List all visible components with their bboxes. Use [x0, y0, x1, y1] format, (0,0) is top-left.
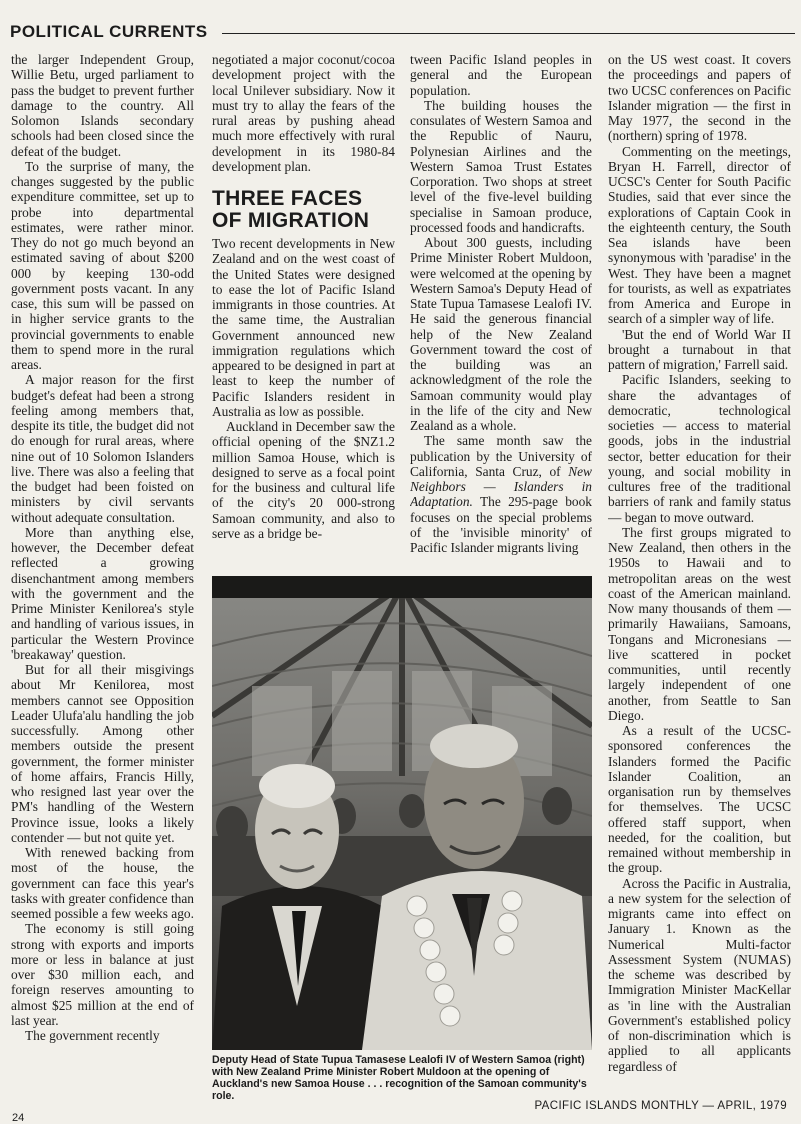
paragraph: Commenting on the meetings, Bryan H. Farrell, director of UCSC's Center for South Pacific Studies, said that ever since the explorations of Captain Cook in the eighteenth century, the South Sea islands have been synonymous with 'paradise' in the West. They have been a magnet for tourists, as well as expatriates from America and Europe in search of a simpler way of life.: [608, 143, 791, 327]
article-column-3: [410, 52, 592, 572]
paragraph: About 300 guests, including Prime Minister Robert Muldoon, were welcomed at the opening by Western Samoa's Deputy Head of State Tupua Tamasese Lealofi IV. He said the generous financial help of the New Zealand Government toward the cost of the building was an acknowledgment of the role the Samoan community would play in the life of the city and New Zealand as a whole.: [410, 235, 592, 433]
paragraph: With renewed backing from most of the house, the government can face this year's tasks with greater confidence than seemed possible a few weeks ago.: [11, 845, 194, 921]
paragraph: the larger Independent Group, Willie Betu, urged parliament to pass the budget to prevent further damage to the country. All Solomon Islands secondary schools had been closed since the defeat of the budget.: [11, 52, 194, 159]
paragraph: Auckland in December saw the official opening of the $NZ1.2 million Samoa House, which is designed to serve as a focal point for the business and cultural life of the city's 20 000-strong Samoan community, and also to serve as a bridge be-: [212, 419, 395, 541]
article-column-1: [11, 52, 194, 1108]
photo-caption: Deputy Head of State Tupua Tamasese Lealofi IV of Western Samoa (right) with New Zealand Prime Minister Robert Muldoon at the opening of Auckland's new Samoa House . . . recognition of the Samoan community's role.: [212, 1054, 587, 1102]
section-title: POLITICAL CURRENTS: [10, 22, 208, 41]
headline-line-2: OF MIGRATION: [212, 209, 370, 232]
article-photo: [212, 576, 592, 1050]
paragraph: Two recent developments in New Zealand and on the west coast of the United States were designed to ease the lot of Pacific Island immigrants in those countries. At the same time, the Australian Government announced new immigration regulations which appeared to be designed in part at least to keep the number of Pacific Islanders resident in Australia as low as possible.: [212, 236, 395, 419]
paragraph: on the US west coast. It covers the proceedings and papers of two UCSC conferences on Pacific Islander migration — the first in May 1977, the second in the (northern) spring of 1978.: [608, 52, 791, 144]
paragraph: But for all their misgivings about Mr Kenilorea, most members cannot see Opposition Leader Ulufa'alu handling the job successfully. Among other members outside the present government, the former minister of home affairs, Francis Hilly, who resigned last year over the PM's handling of the Western Province issue, looks a likely contender — but not quite yet.: [11, 662, 194, 845]
paragraph: negotiated a major coconut/cocoa development project with the local Unilever subsidiary. Now it must try to allay the fears of the rural areas by pushing ahead much more effectively with rural development in its 1980-84 development plan.: [212, 52, 395, 174]
paragraph: To the surprise of many, the changes suggested by the public expenditure committee, set up to probe into departmental estimates, were rather minor. They do not go much beyond an estimated saving of about $200 000 by keeping 130-odd government posts vacant. In any case, this sum will be passed on in higher service grants to the provincial governments to enable them to spend more in the rural areas.: [11, 158, 194, 372]
article-headline: [212, 188, 395, 232]
page-header: [10, 22, 795, 46]
book-title: New Neighbors — Islanders in Adaptation.: [410, 463, 592, 510]
paragraph: [410, 433, 592, 555]
paragraph: As a result of the UCSC-sponsored conferences the Islanders formed the Pacific Islander Coalition, an organisation run by themselves for themselves. The UCSC offered staff support, when needed, for the coalition, but remained without membership in the group.: [608, 723, 791, 876]
paragraph: The economy is still going strong with exports and imports more or less in balance at just over $30 million each, and foreign reserves amounting to almost $25 million at the end of last year.: [11, 921, 194, 1028]
paragraph: tween Pacific Island peoples in general and the European population.: [410, 52, 592, 98]
header-rule: [222, 33, 795, 34]
page-number: 24: [12, 1112, 25, 1124]
headline-line-1: THREE FACES: [212, 187, 363, 210]
paragraph: More than anything else, however, the December defeat reflected a growing disenchantment among members with the government and the Prime Minister Kenilorea's style and handling of various issues, in particular the Western Province 'breakaway' question.: [11, 524, 194, 662]
paragraph: Pacific Islanders, seeking to share the advantages of democratic, technological societies — access to material goods, jobs in the industrial sector, better education for their young, and social mobility in cultures free of the traditional barriers of rank and family status — began to move outward.: [608, 372, 791, 525]
paragraph: 'But the end of World War II brought a turnabout in that pattern of migration,' Farrell said.: [608, 326, 791, 372]
photo-illustration: [212, 576, 592, 1050]
paragraph: Across the Pacific in Australia, a new system for the selection of migrants came into effect on January 1. Known as the Numerical Multi-factor Assessment System (NUMAS) the scheme was described by Immigration Minister MacKellar as 'in line with the Australian Government's established policy of non-discrimination which is applied to all applicants regardless of: [608, 875, 791, 1074]
paragraph: The government recently: [25, 1028, 160, 1043]
paragraph: A major reason for the first budget's defeat had been a strong feeling among members that, despite its title, the budget did not do enough for rural areas, where nine out of 10 Solomon Islanders live. There was also a feeling that the budget had been foisted on ministers by civil servants without adequate consultation.: [11, 372, 194, 525]
publication-footer: PACIFIC ISLANDS MONTHLY — APRIL, 1979: [534, 1100, 787, 1112]
text-run: The same month saw the publication by the University of California, Santa Cruz, of: [410, 433, 592, 479]
paragraph: The building houses the consulates of Western Samoa and the Republic of Nauru, Polynesian Airlines and the Western Samoa Trust Estates Corporation. Two shops at street level of the five-level building specialise in Samoan produce, processed foods and handicrafts.: [410, 97, 592, 235]
article-column-2: [212, 52, 395, 572]
article-column-4: [608, 52, 791, 1102]
text-run: The 295-page book focuses on the special problems of the 'invisible minority' of Pacific Islander migrants living: [410, 494, 592, 555]
paragraph: The first groups migrated to New Zealand, then others in the 1950s to Hawaii and to metropolitan areas on the west coast of the American mainland. Now many thousands of them — primarily Hawaiians, Samoans, Tongans and Micronesians — live scattered in pocket communities, until recently largely independent of one another, from Seattle to San Diego.: [608, 524, 791, 723]
